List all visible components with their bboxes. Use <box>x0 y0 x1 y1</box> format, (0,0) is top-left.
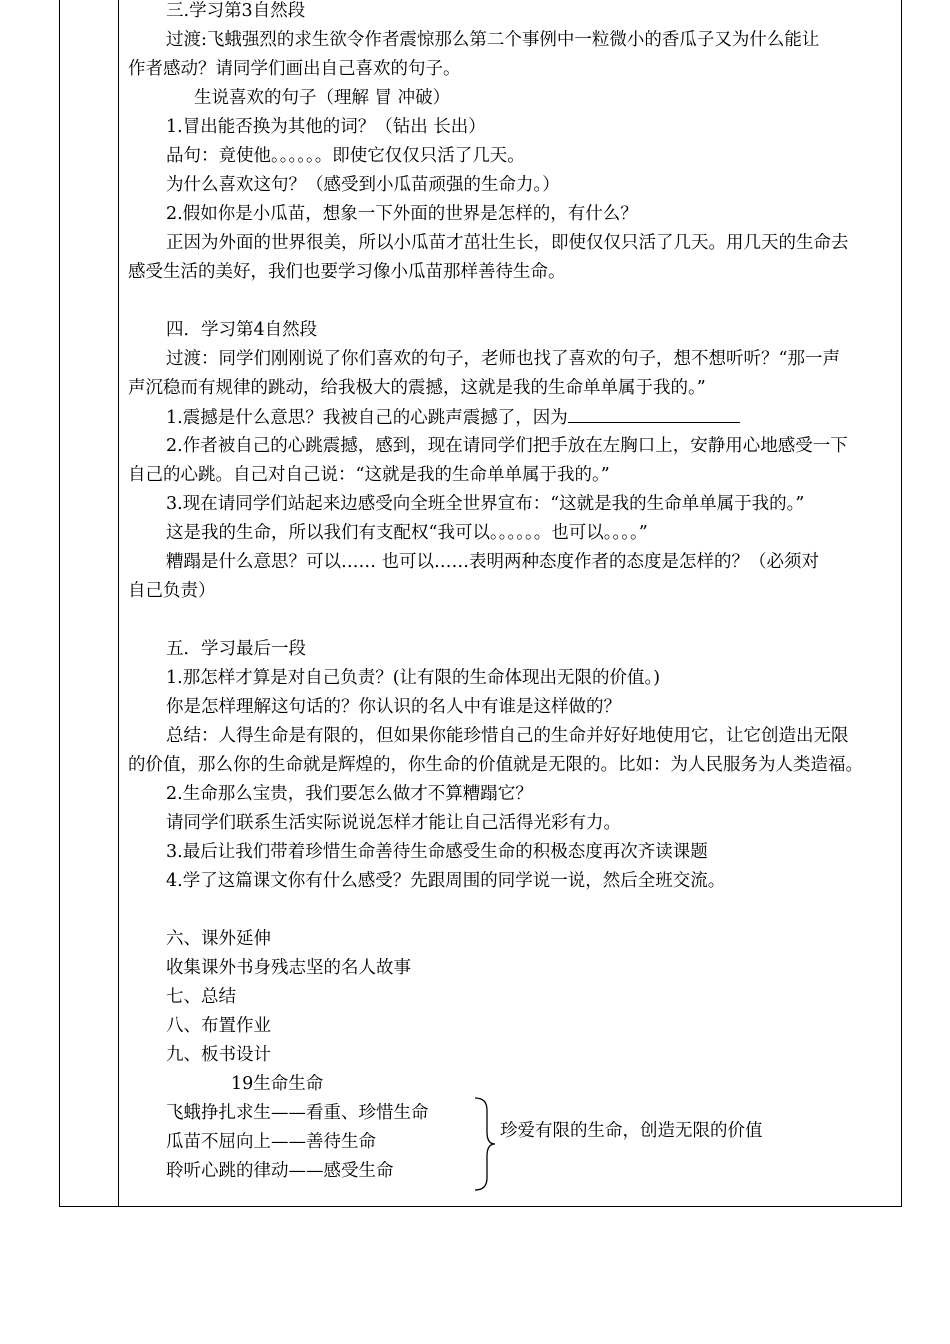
s4-q1: 1.震撼是什么意思？我被自己的心跳声震撼了，因为 <box>166 408 568 428</box>
s4-t2: 声沉稳而有规律的跳动，给我极大的震撼，这就是我的生命单单属于我的。” <box>128 378 706 398</box>
s3-q1: 1.冒出能否换为其他的词？（钻出 长出） <box>166 117 486 137</box>
s3-q2: 2.假如你是小瓜苗，想象一下外面的世界是怎样的，有什么？ <box>166 204 638 224</box>
board-title: 19生命生命 <box>231 1074 324 1094</box>
s6-text: 收集课外书身残志坚的名人故事 <box>166 958 411 978</box>
s5-sum1: 总结：人得生命是有限的，但如果你能珍惜自己的生命并好好地使用它，让它创造出无限 <box>166 726 849 746</box>
s5-q1b: 你是怎样理解这句话的？你认识的名人中有谁是这样做的？ <box>166 697 621 717</box>
s3-transition-2: 作者感动？请同学们画出自己喜欢的句子。 <box>128 59 461 79</box>
s5-q2b: 请同学们联系生活实际说说怎样才能让自己活得光彩有力。 <box>166 813 621 833</box>
section-4-heading: 四．学习第4自然段 <box>166 320 318 340</box>
section-5-heading: 五．学习最后一段 <box>166 639 306 659</box>
s3-say: 生说喜欢的句子（理解 冒 冲破） <box>194 88 451 108</box>
board-row-1: 飞蛾挣扎求生——看重、珍惜生命 <box>166 1103 429 1123</box>
s5-q1: 1.那怎样才算是对自己负责？(让有限的生命体现出无限的价值。) <box>166 668 661 688</box>
s4-q2a: 2.作者被自己的心跳震撼，感到，现在请同学们把手放在左胸口上，安静用心地感受一下 <box>166 436 848 456</box>
section-8-heading: 八、布置作业 <box>166 1016 271 1036</box>
right-brace-icon <box>473 1096 497 1192</box>
s3-p1: 正因为外面的世界很美，所以小瓜苗才茁壮生长，即使仅仅只活了几天。用几天的生命去 <box>166 233 849 253</box>
s5-q4: 4.学了这篇课文你有什么感受？先跟周围的同学说一说，然后全班交流。 <box>166 871 726 891</box>
s3-transition-1: 过渡:飞蛾强烈的求生欲令作者震惊那么第二个事例中一粒微小的香瓜子又为什么能让 <box>166 30 820 50</box>
section-3-heading: 三.学习第3自然段 <box>166 1 306 21</box>
s3-p2: 感受生活的美好，我们也要学习像小瓜苗那样善待生命。 <box>128 262 566 282</box>
s4-own: 这是我的生命，所以我们有支配权“我可以。。。。。。也可以。。。。” <box>166 523 648 543</box>
s3-pin: 品句：竟使他。。。。。。即使它仅仅只活了几天。 <box>166 146 525 166</box>
s4-q2b: 自己的心跳。自己对自己说：“这就是我的生命单单属于我的。” <box>128 465 610 485</box>
s5-q2: 2.生命那么宝贵，我们要怎么做才不算糟蹋它？ <box>166 784 533 804</box>
s5-sum2: 的价值，那么你的生命就是辉煌的，你生命的价值就是无限的。比如：为人民服务为人类造福。 <box>128 755 863 775</box>
board-summary: 珍爱有限的生命，创造无限的价值 <box>500 1121 763 1141</box>
section-7-heading: 七、总结 <box>166 987 236 1007</box>
board-row-3: 聆听心跳的律动——感受生命 <box>166 1161 394 1181</box>
s4-t1: 过渡：同学们刚刚说了你们喜欢的句子，老师也找了喜欢的句子，想不想听听？“那一声 <box>166 349 840 369</box>
s4-q3: 3.现在请同学们站起来边感受向全班全世界宣布：“这就是我的生命单单属于我的。” <box>166 494 805 514</box>
section-6-heading: 六、课外延伸 <box>166 929 271 949</box>
s4-z2: 自己负责） <box>128 581 216 601</box>
fill-in-blank <box>568 406 740 423</box>
s4-z1: 糟蹋是什么意思？可以…… 也可以……表明两种态度作者的态度是怎样的？（必须对 <box>166 552 820 572</box>
board-row-2: 瓜苗不屈向上——善待生命 <box>166 1132 376 1152</box>
s3-why: 为什么喜欢这句？（感受到小瓜苗顽强的生命力。） <box>166 175 560 195</box>
column-divider <box>118 0 119 1207</box>
section-9-heading: 九、板书设计 <box>166 1045 271 1065</box>
s4-q1-line <box>166 406 740 429</box>
s5-q3: 3.最后让我们带着珍惜生命善待生命感受生命的积极态度再次齐读课题 <box>166 842 708 862</box>
